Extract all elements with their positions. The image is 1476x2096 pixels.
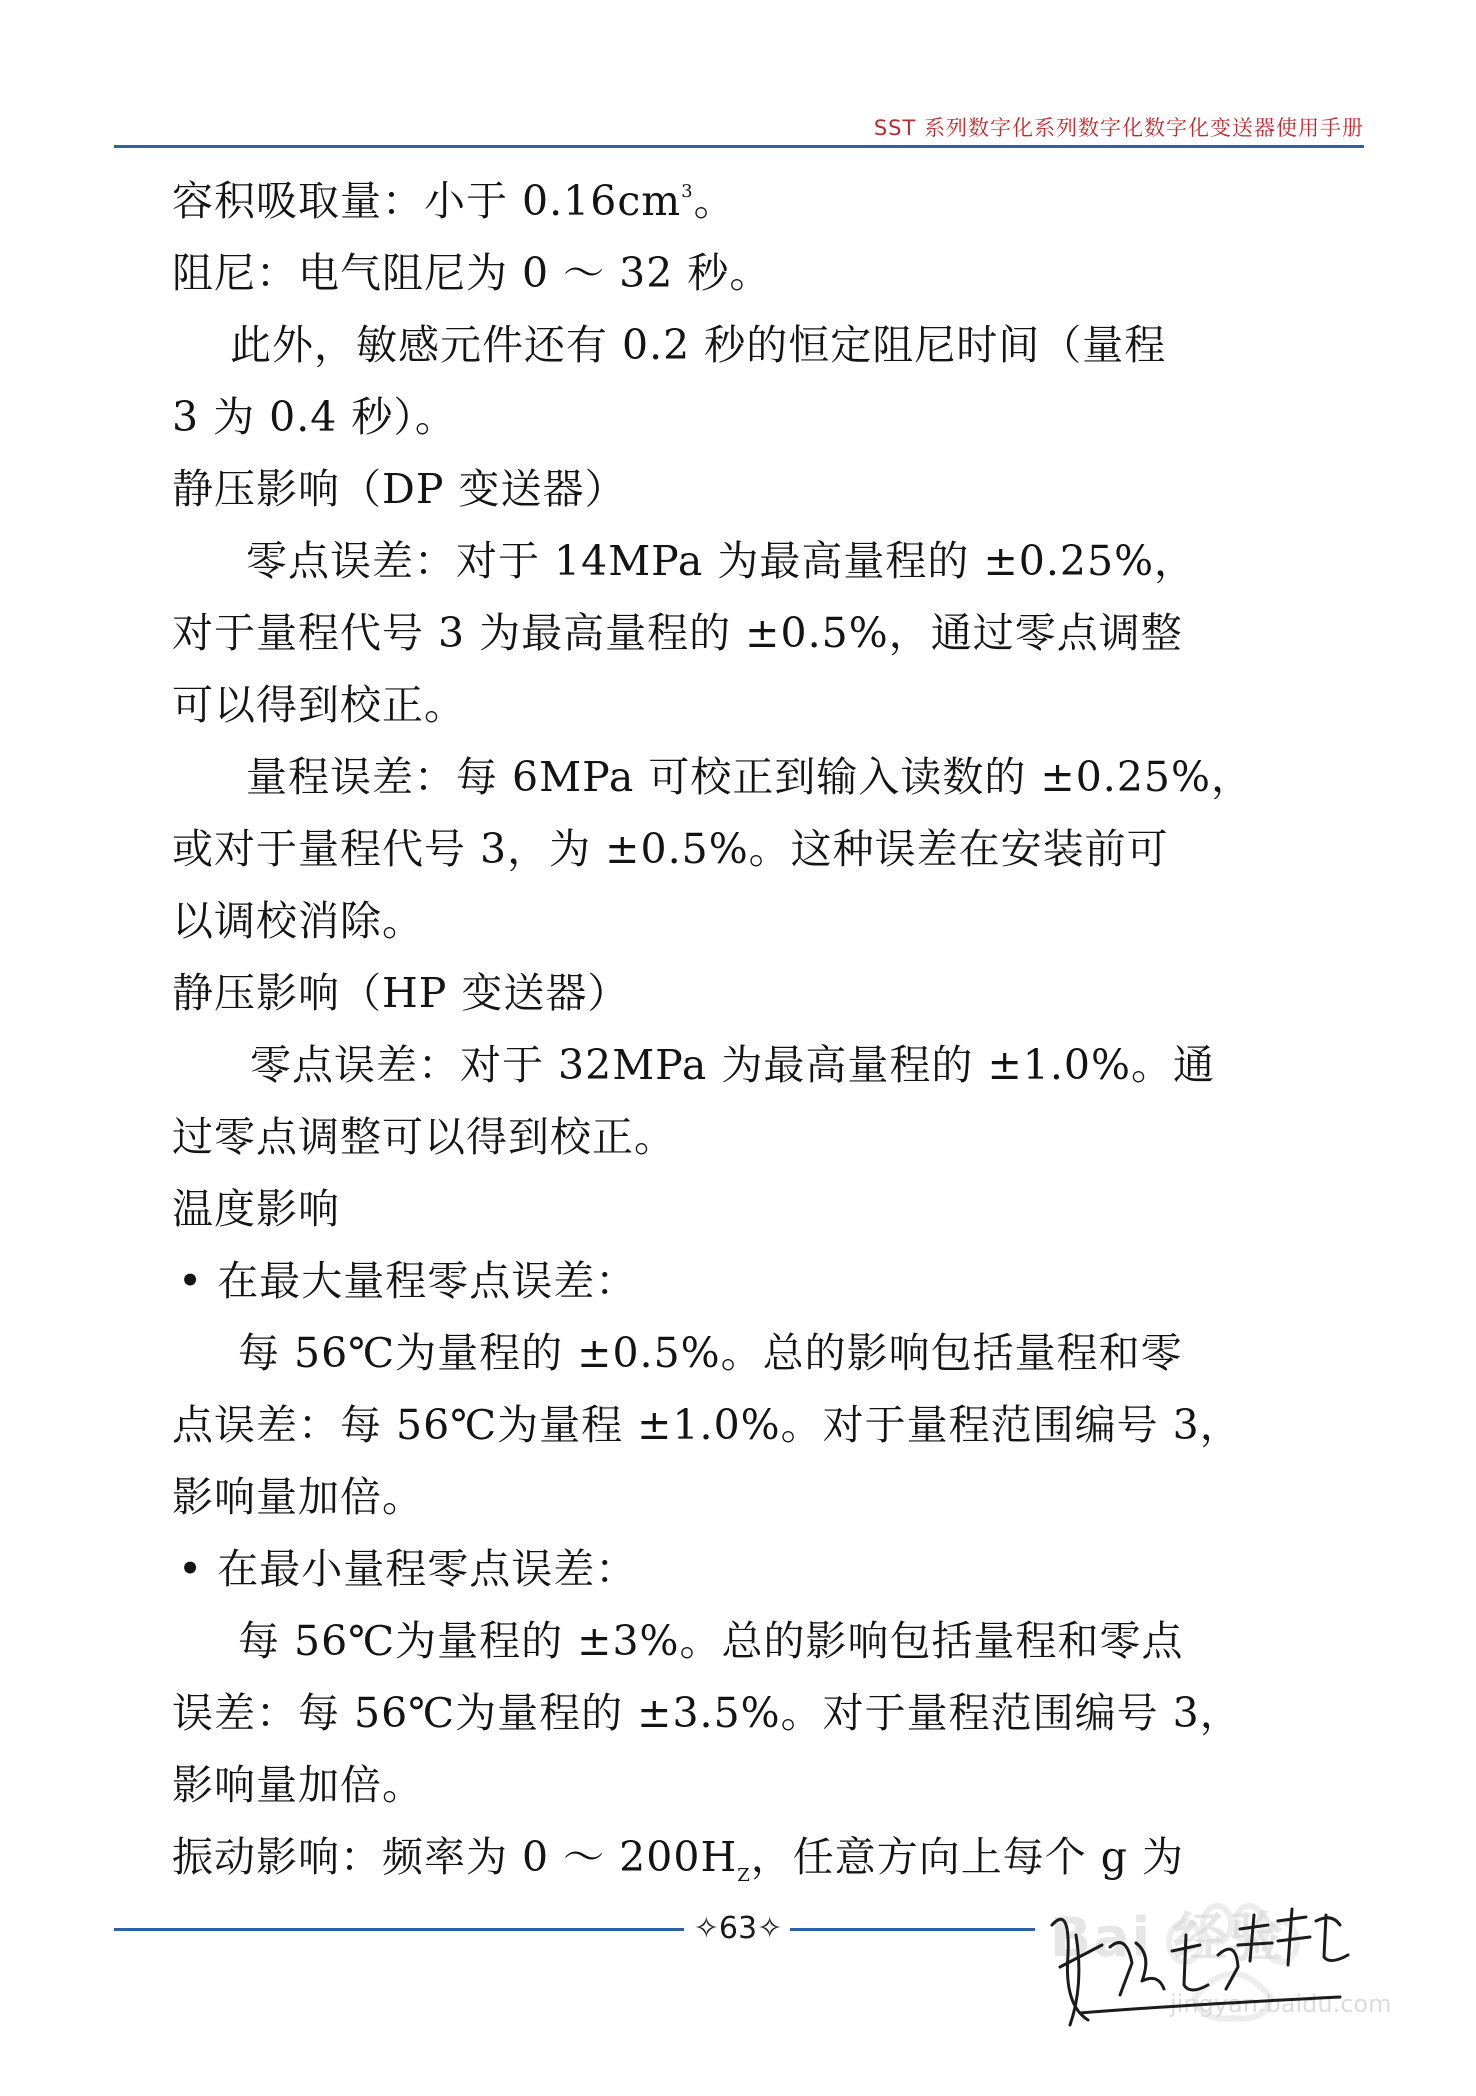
heading-static-dp: 静压影响（DP 变送器） [172, 465, 627, 513]
line-max-span-cont1: 点误差：每 56℃为量程 ±1.0%。对于量程范围编号 3， [172, 1401, 1242, 1449]
bullet-min-span: • 在最小量程零点误差： [178, 1545, 638, 1593]
line-max-span: 每 56℃为量程的 ±0.5%。总的影响包括量程和零 [238, 1329, 1183, 1377]
line-min-span-cont2: 影响量加倍。 [172, 1761, 424, 1809]
line-min-span: 每 56℃为量程的 ±3%。总的影响包括量程和零点 [238, 1617, 1184, 1665]
line-vibration-end: ，任意方向上每个 g 为 [750, 1833, 1185, 1881]
line-zero-error-hp: 零点误差：对于 32MPa 为最高量程的 ±1.0%。通 [250, 1041, 1215, 1089]
subscript-z: Z [737, 1865, 751, 1886]
line-volume [172, 165, 1322, 237]
line-sensor-damping: 此外，敏感元件还有 0.2 秒的恒定阻尼时间（量程 [230, 321, 1167, 369]
header-title: SST 系列数字化系列数字化数字化变送器使用手册 [873, 116, 1364, 140]
line-volume-text: 容积吸取量：小于 0.16cm [172, 177, 682, 225]
footer-rule-right [790, 1928, 1035, 1931]
line-zero-error-dp-cont2: 可以得到校正。 [172, 681, 466, 729]
page-number: ✧63✧ [693, 1911, 783, 1946]
watermark-brand: Bai 经验 [1050, 1906, 1285, 1969]
watermark-url: jingyan.baidu.com [1170, 1990, 1392, 2018]
line-zero-error-hp-cont: 过零点调整可以得到校正。 [172, 1113, 676, 1161]
body-text [172, 165, 1322, 1893]
signature-graphic [1040, 1885, 1370, 2035]
line-volume-end: 。 [693, 177, 736, 225]
footer-rule-left [114, 1928, 684, 1931]
line-span-error-cont1: 或对于量程代号 3，为 ±0.5%。这种误差在安装前可 [172, 825, 1169, 873]
line-vibration-text: 振动影响：频率为 0 ～ 200H [172, 1833, 738, 1881]
line-span-error-cont2: 以调校消除。 [172, 897, 424, 945]
line-span-error: 量程误差：每 6MPa 可校正到输入读数的 ±0.25%， [246, 753, 1253, 801]
line-min-span-cont1: 误差：每 56℃为量程的 ±3.5%。对于量程范围编号 3， [172, 1689, 1242, 1737]
heading-static-hp: 静压影响（HP 变送器） [172, 969, 630, 1017]
line-zero-error-dp-cont1: 对于量程代号 3 为最高量程的 ±0.5%，通过零点调整 [172, 609, 1183, 657]
line-damping: 阻尼：电气阻尼为 0 ～ 32 秒。 [172, 249, 772, 297]
header-rule [114, 145, 1364, 148]
line-zero-error-dp: 零点误差：对于 14MPa 为最高量程的 ±0.25%， [246, 537, 1197, 585]
line-max-span-cont2: 影响量加倍。 [172, 1473, 424, 1521]
line-sensor-damping-cont: 3 为 0.4 秒）。 [172, 393, 457, 441]
bullet-max-span: • 在最大量程零点误差： [178, 1257, 638, 1305]
heading-temperature: 温度影响 [172, 1185, 340, 1233]
superscript-3: 3 [681, 181, 694, 202]
